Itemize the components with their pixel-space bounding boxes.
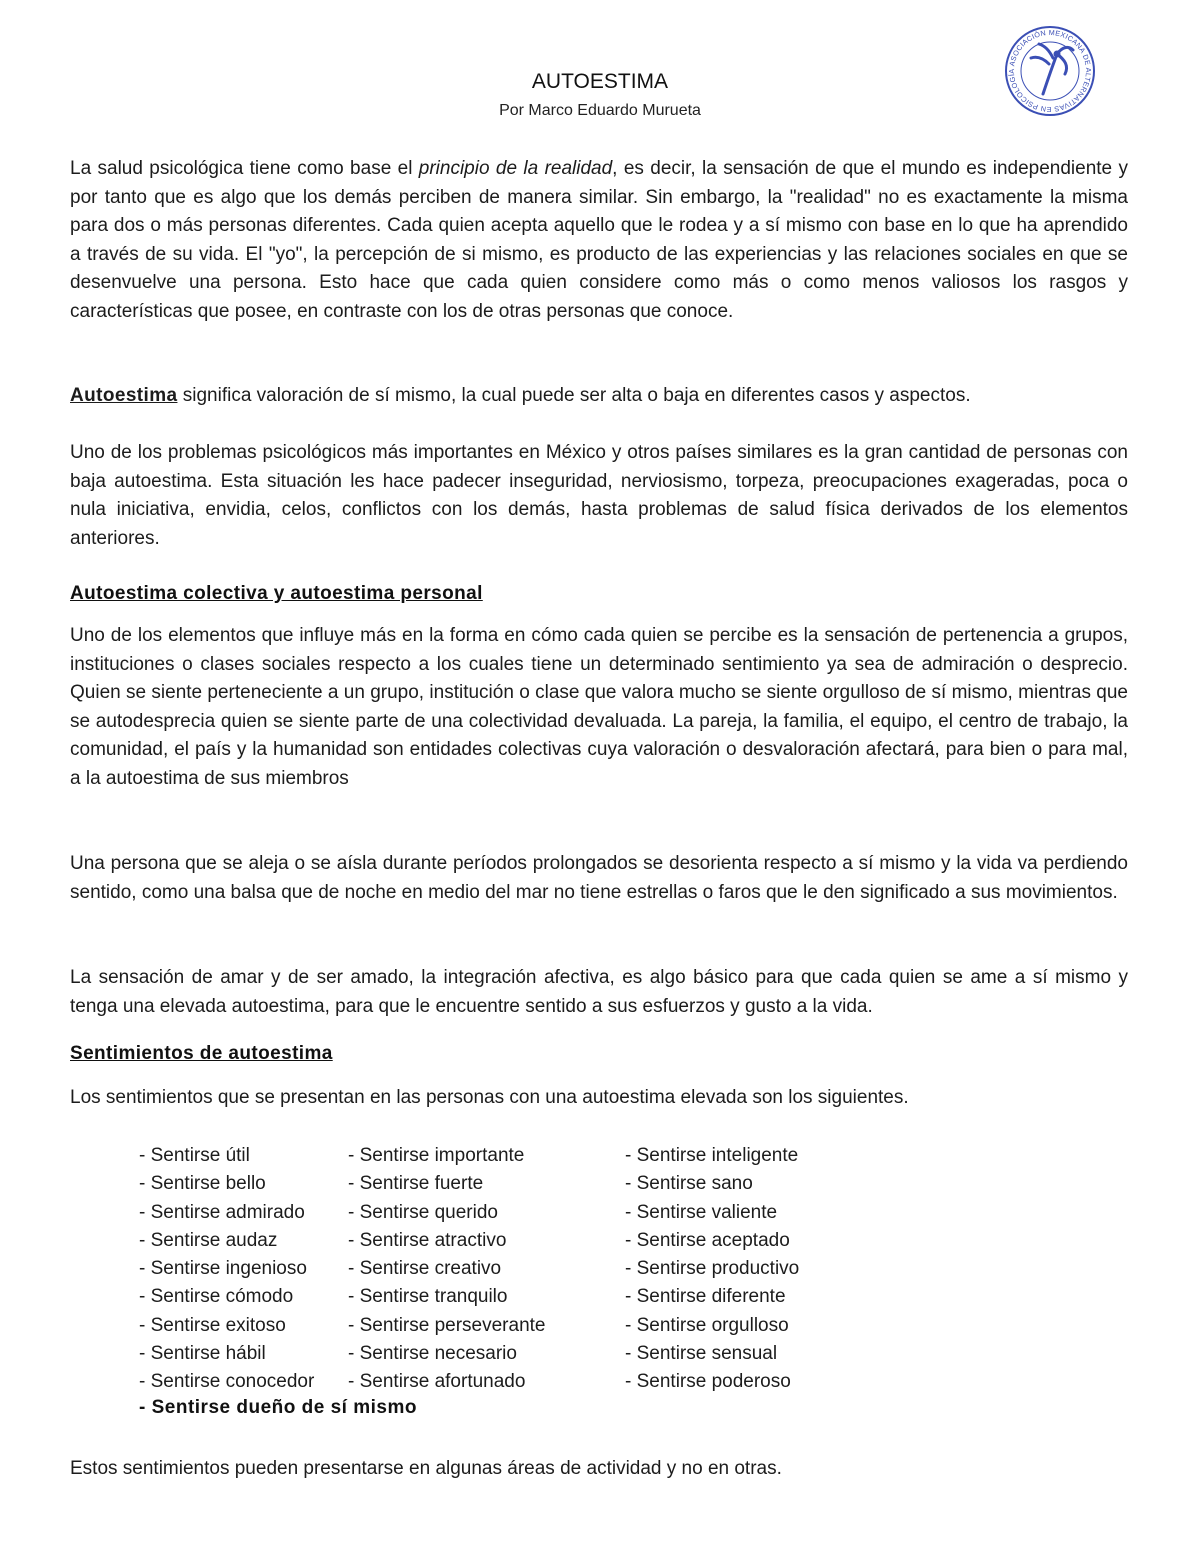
list-item: - Sentirse audaz (139, 1229, 278, 1251)
author-line: Por Marco Eduardo Murueta (499, 102, 701, 119)
list-item: - Sentirse tranquilo (348, 1286, 508, 1308)
list-item: - Sentirse bello (139, 1173, 266, 1195)
paragraph-aislamiento: Una persona que se aleja o se aísla durante períodos prolongados se desorienta respecto a sí mismo y la vida va perdiendo sentido, como una balsa que de noche en medio del mar no tiene estrellas o faros que le den significado a sus movimientos. (70, 853, 1128, 903)
list-item: - Sentirse atractivo (348, 1229, 507, 1251)
list-item: - Sentirse querido (348, 1201, 498, 1223)
list-item: - Sentirse valiente (625, 1201, 778, 1223)
list-item: - Sentirse importante (348, 1145, 525, 1166)
paragraph-text: La salud psicológica tiene como base el (70, 158, 419, 179)
list-item: - Sentirse productivo (625, 1258, 800, 1280)
list-item: - Sentirse conocedor (139, 1371, 315, 1393)
paragraph-amor: La sensación de amar y de ser amado, la integración afectiva, es algo básico para que cada quien se ame a sí mismo y tenga una elevada autoestima, para que le encuentre sentido a sus esfuerzos y gusto a la vida. (70, 967, 1128, 1017)
paragraph-closing: Estos sentimientos pueden presentarse en algunas áreas de actividad y no en otras. (70, 1458, 782, 1479)
emphasis-term: principio de la realidad (418, 158, 613, 179)
seal-ring-text: ASOCIACIÓN MEXICANA DE ALTERNATIVAS EN PSICOLOGÍA (1006, 27, 1094, 115)
section-heading-sentimientos: Sentimientos de autoestima (70, 1043, 333, 1064)
list-item: - Sentirse aceptado (625, 1229, 790, 1251)
list-item: - Sentirse inteligente (625, 1145, 799, 1166)
list-item: - Sentirse fuerte (348, 1173, 484, 1195)
paragraph-problems: Uno de los problemas psicológicos más importantes en México y otros países similares es la gran cantidad de personas con baja autoestima. Esta situación les hace padecer inseguridad, nerviosismo, torpeza, preocupaciones exageradas, poca o nula iniciativa, envidia, celos, conflictos con los demás, hasta problemas de salud física derivados de los elementos anteriores. (70, 442, 1128, 549)
paragraph-realidad (70, 155, 1128, 327)
feelings-column-3 (625, 1142, 799, 1397)
list-item: - Sentirse diferente (625, 1286, 786, 1308)
feelings-column-2 (348, 1142, 546, 1397)
list-item-highlight: - Sentirse dueño de sí mismo (139, 1397, 417, 1418)
list-item: - Sentirse admirado (139, 1201, 305, 1223)
list-item: - Sentirse exitoso (139, 1314, 286, 1336)
paragraph-intro-list: Los sentimientos que se presentan en las personas con una autoestima elevada son los siguientes. (70, 1087, 909, 1108)
paragraph-text: significa valoración de sí mismo, la cual puede ser alta o baja en diferentes casos y aspectos. (177, 385, 971, 406)
list-item: - Sentirse creativo (348, 1258, 502, 1280)
list-item: - Sentirse poderoso (625, 1371, 791, 1393)
list-item: - Sentirse orgulloso (625, 1314, 789, 1336)
paragraph-text: , es decir, la sensación de que el mundo es independiente y por tanto que es algo que los demás perciben de manera similar. Sin embargo, la "realidad" no es exactamente la misma para dos o más personas diferentes. Cada quien acepta aquello que le rodea y a sí mismo con base en lo que ha aprendido a través de su vida. El "yo", la percepción de si mismo, es producto de las experiencias y las relaciones sociales en que se desenvuelve una persona. Esto hace que cada quien considere como más o como menos valiosos los rasgos y características que posee, en contraste con los de otras personas que conoce. (70, 158, 1128, 322)
page-title: AUTOESTIMA (531, 70, 669, 93)
list-item: - Sentirse sensual (625, 1343, 778, 1365)
feelings-column-1 (139, 1142, 314, 1397)
list-item: - Sentirse ingenioso (139, 1258, 307, 1280)
list-item: - Sentirse perseverante (348, 1314, 546, 1336)
list-item: - Sentirse afortunado (348, 1371, 526, 1393)
paragraph-definition (70, 382, 1128, 411)
list-item: - Sentirse cómodo (139, 1286, 294, 1308)
list-item: - Sentirse útil (139, 1145, 250, 1166)
list-item: - Sentirse necesario (348, 1343, 517, 1365)
list-item: - Sentirse hábil (139, 1343, 266, 1365)
section-heading-colectiva: Autoestima colectiva y autoestima personal (70, 583, 483, 604)
list-item: - Sentirse sano (625, 1173, 753, 1195)
defined-term: Autoestima (70, 385, 178, 406)
paragraph-pertenencia: Uno de los elementos que influye más en la forma en cómo cada quien se percibe es la sensación de pertenencia a grupos, instituciones o clases sociales respecto a los cuales tiene un determinado sentimiento ya sea de admiración o desprecio. Quien se siente perteneciente a un grupo, institución o clase que valora mucho se siente orgulloso de sí mismo, mientras que se autodesprecia quien se siente parte de una colectividad devaluada. La pareja, la familia, el equipo, el centro de trabajo, la comunidad, el país y la humanidad son entidades colectivas cuya valoración o desvaloración afectará, para bien o para mal, a la autoestima de sus miembros (70, 625, 1128, 789)
